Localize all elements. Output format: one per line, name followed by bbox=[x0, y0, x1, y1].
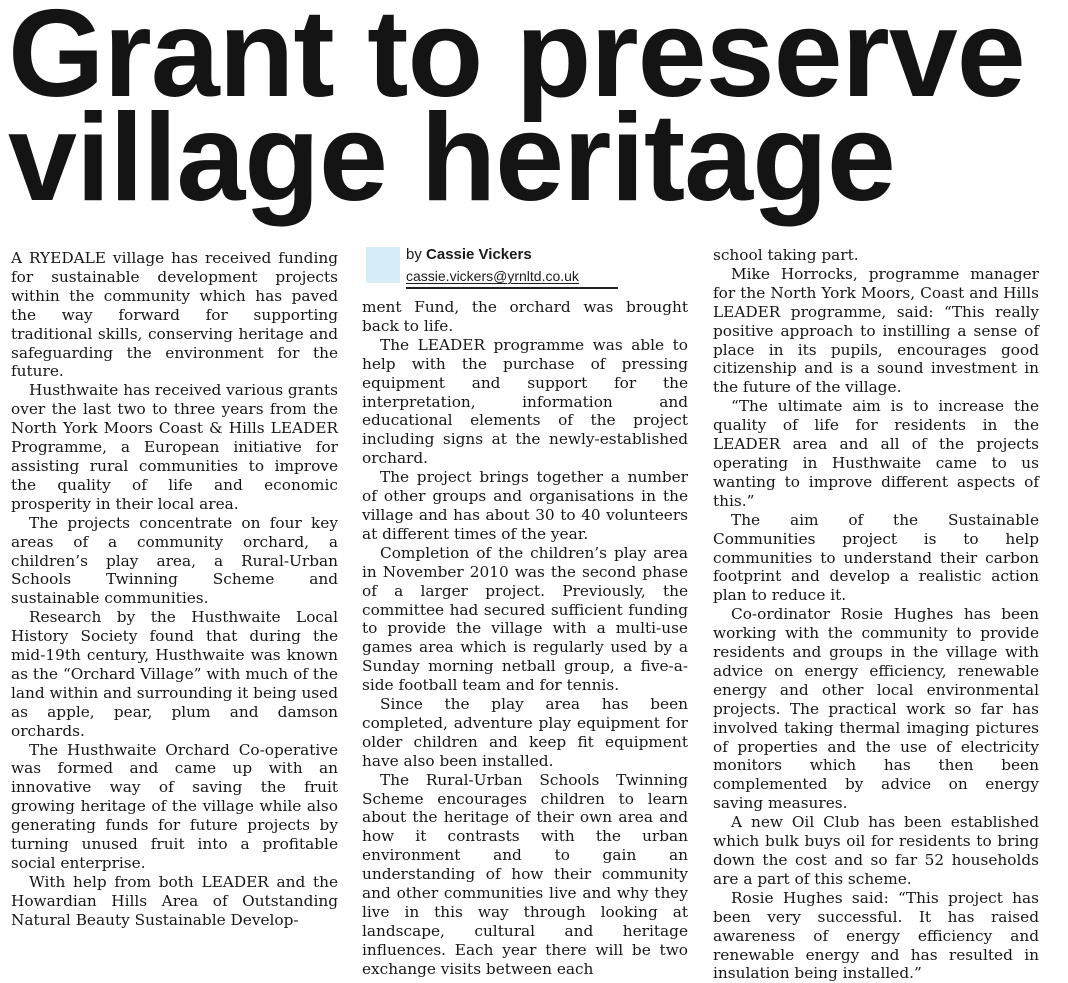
headline-line-1: Grant to preserve bbox=[8, 0, 1025, 123]
paragraph: Rosie Hughes said: “This project has been very successful. It has raised awareness of energy efficiency and renewable energy and has resulted in insulation being installed.” bbox=[713, 888, 1039, 983]
paragraph: A new Oil Club has been established which bulk buys oil for residents to bring down the cost and so far 52 households are a part of this scheme. bbox=[713, 813, 1039, 888]
byline-divider bbox=[406, 287, 618, 289]
paragraph: Husthwaite has received various grants over the last two to three years from the North York Moors Coast & Hills LEADER Programme, a European initiative for assisting rural communities to improve the quality of life and economic prosperity in their local area. bbox=[11, 381, 338, 513]
author-email: cassie.vickers@yrnltd.co.uk bbox=[406, 268, 579, 284]
paragraph: A RYEDALE village has received funding for sustainable development projects within the community which has paved the way forward for supporting traditional skills, conserving heritage and safeguarding the environment for the future. bbox=[11, 249, 338, 381]
article-column-3 bbox=[713, 246, 1039, 983]
article-column-1 bbox=[11, 249, 338, 930]
author-name: Cassie Vickers bbox=[426, 246, 532, 263]
article-column-2 bbox=[362, 298, 688, 979]
paragraph: With help from both LEADER and the Howardian Hills Area of Outstanding Natural Beauty Sustainable Develop- bbox=[11, 872, 338, 929]
byline-by-label: by bbox=[406, 246, 422, 263]
paragraph: The Rural-Urban Schools Twinning Scheme encourages children to learn about the heritage of their own area and how it contrasts with the urban environment and to gain an understanding of how their community and other communities live and why they live in this way through looking at landscape, cultural and heritage influences. Each year there will be two exchange visits between each bbox=[362, 770, 688, 978]
paragraph: Mike Horrocks, programme manager for the North York Moors, Coast and Hills LEADER programme, said: “This really positive approach to instilling a sense of place in its pupils, encourages good citizenship and is a sound investment in the future of the village. bbox=[713, 264, 1039, 397]
paragraph: Co-ordinator Rosie Hughes has been working with the community to provide residents and groups in the village with advice on energy efficiency, renewable energy and other local environmental projects. The practical work so far has involved taking thermal imaging pictures of properties and the use of electricity monitors which has then been complemented by advice on energy saving measures. bbox=[713, 605, 1039, 813]
paragraph: ment Fund, the orchard was brought back to life. bbox=[362, 298, 688, 335]
paragraph: The projects concentrate on four key areas of a community orchard, a children’s play area, a Rural-Urban Schools Twinning Scheme and sustainable communities. bbox=[11, 513, 338, 608]
paragraph: school taking part. bbox=[713, 246, 859, 264]
author-photo-placeholder bbox=[366, 247, 400, 283]
paragraph: “The ultimate aim is to increase the quality of life for residents in the LEADER area and all of the projects operating in Husthwaite came to us wanting to improve different aspects of this.” bbox=[713, 397, 1039, 510]
headline bbox=[8, 0, 1063, 227]
paragraph: Since the play area has been completed, adventure play equipment for older children and keep fit equipment have also been installed. bbox=[362, 695, 688, 770]
author-name-line bbox=[406, 246, 532, 264]
paragraph: Research by the Husthwaite Local History Society found that during the mid-19th century, Husthwaite was known as the “Orchard Village” with much of the land within and surrounding it being used as apple, pear, plum and damson orchards. bbox=[11, 608, 338, 740]
paragraph: The Husthwaite Orchard Co-operative was formed and came up with an innovative way of saving the fruit growing heritage of the village while also generating funds for future projects by turning unused fruit into a profitable social enterprise. bbox=[11, 740, 338, 872]
paragraph: Completion of the children’s play area in November 2010 was the second phase of a larger project. Previously, the committee had secured sufficient funding to provide the village with a multi-use games area which is regularly used by a Sunday morning netball group, a five-a-side football team and for tennis. bbox=[362, 543, 688, 695]
paragraph: The LEADER programme was able to help with the purchase of pressing equipment and support for the interpretation, information and educational elements of the project including signs at the newly-established orchard. bbox=[362, 335, 688, 468]
paragraph: The aim of the Sustainable Communities project is to help communities to understand their carbon footprint and develop a realistic action plan to reduce it. bbox=[713, 510, 1039, 605]
headline-line-2: village heritage bbox=[8, 89, 895, 227]
byline bbox=[366, 245, 620, 291]
paragraph: The project brings together a number of other groups and organisations in the village and has about 30 to 40 volunteers at different times of the year. bbox=[362, 468, 688, 543]
